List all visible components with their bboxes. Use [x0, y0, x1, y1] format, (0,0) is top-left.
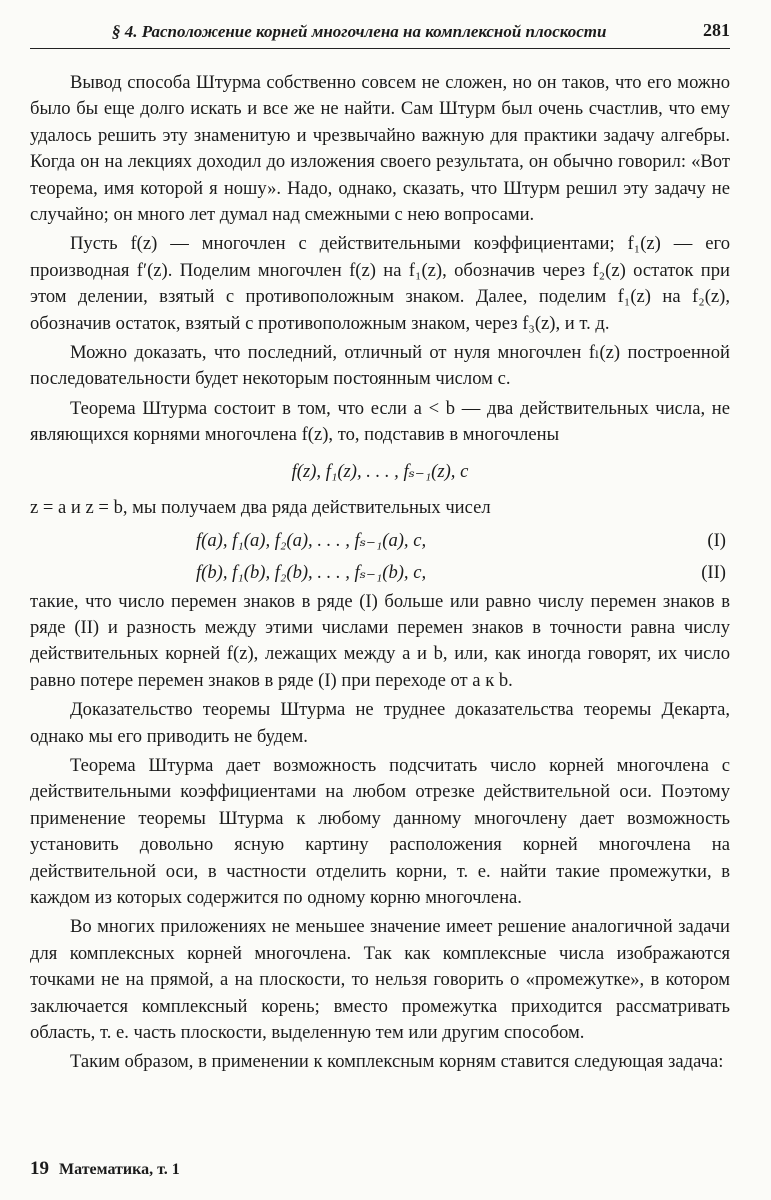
formula-polynomial-sequence: f(z), f₁(z), . . . , fₛ₋₁(z), c: [291, 460, 469, 482]
sheet-number: 19: [30, 1158, 49, 1179]
page-number: 281: [703, 20, 730, 40]
sequence-one-label: (I): [707, 529, 726, 551]
paragraph-sign-changes: такие, что число перемен знаков в ряде (I) больше или равно числу перемен знаков в ряде (II) и разность между этими числами перемен знаков в точности равна числу действительных корней f(z), лежащих между a и b, или, как иногда говорят, их число равно потере перемен знаков в ряде (I) при переходе от a к b.: [30, 590, 730, 691]
paragraph-definitions: Пусть f(z) — многочлен с действительными коэффициентами; f₁(z) — его производная f′(z). Поделим многочлен f(z) на f₁(z), обозначив через f₂(z) остаток при этом делении, взятый с противоположным знаком. Далее, поделим f₁(z) на f₂(z), обозначив остаток, взятый с противоположным знаком, через f₃(z), и т. д.: [30, 233, 730, 334]
paragraph-proof-note: Доказательство теоремы Штурма не труднее доказательства теоремы Декарта, однако мы его приводить не будем.: [30, 699, 730, 747]
paragraph-sturm-intro: Вывод способа Штурма собственно совсем не сложен, но он таков, что его можно было бы еще долго искать и все же не найти. Сам Штурм был очень счастлив, что ему удалось решить эту знаменитую и чрезвычайно важную для практики задачу алгебры. Когда он на лекциях доходил до изложения своего результата, он обычно говорил: «Вот теорема, имя которой я ношу». Надо, однако, сказать, что Штурм решил эту задачу не случайно; он много лет думал над смежными с нею вопросами.: [30, 72, 730, 226]
signature-text: Математика, т. 1: [59, 1161, 180, 1178]
header-title: § 4. Расположение корней многочлена на комплексной плоскости: [112, 22, 607, 41]
paragraph-substitution: z = a и z = b, мы получаем два ряда действительных чисел: [30, 497, 491, 519]
paragraph-complex-roots: Во многих приложениях не меньшее значение имеет решение аналогичной задачи для комплексных корней многочлена. Так как комплексные числа изображаются точками не на прямой, а на плоскости, то нельзя говорить о «промежутке», в котором заключается комплексный корень; вместо промежутка приходится рассматривать область, т. е. часть плоскости, выделенную тем или другим способом.: [30, 916, 730, 1043]
page-body: [30, 70, 730, 1079]
paragraph-applications-real: Теорема Штурма дает возможность подсчитать число корней многочлена с действительными коэффициентами на любом отрезке действительной оси. Поэтому применение теоремы Штурма к любому данному многочлену дает возможность установить довольно ясную картину расположения корней многочлена на действительной оси, в частности отделить корни, т. е. найти такие промежутки, в каждом из которых содержится по одному корню многочлена.: [30, 754, 730, 908]
sequence-one-expression: f(a), f₁(a), f₂(a), . . . , fₛ₋₁(a), c,: [196, 529, 427, 551]
running-header: [30, 20, 730, 49]
sequence-two-expression: f(b), f₁(b), f₂(b), . . . , fₛ₋₁(b), c,: [196, 561, 427, 583]
paragraph-last-polynomial: Можно доказать, что последний, отличный от нуля многочлен fₗ(z) построенной последовательности будет некоторым постоянным числом c.: [30, 342, 730, 390]
sequence-one: [30, 525, 730, 557]
sequence-two-label: (II): [701, 561, 726, 583]
paragraph-problem-statement: Таким образом, в применении к комплексным корням ставится следующая задача:: [70, 1051, 724, 1073]
signature-line: [30, 1158, 180, 1180]
sequence-two: [30, 557, 730, 589]
paragraph-theorem-statement: Теорема Штурма состоит в том, что если a < b — два действительных числа, не являющихся корнями многочлена f(z), то, подставив в многочлены: [30, 397, 730, 446]
